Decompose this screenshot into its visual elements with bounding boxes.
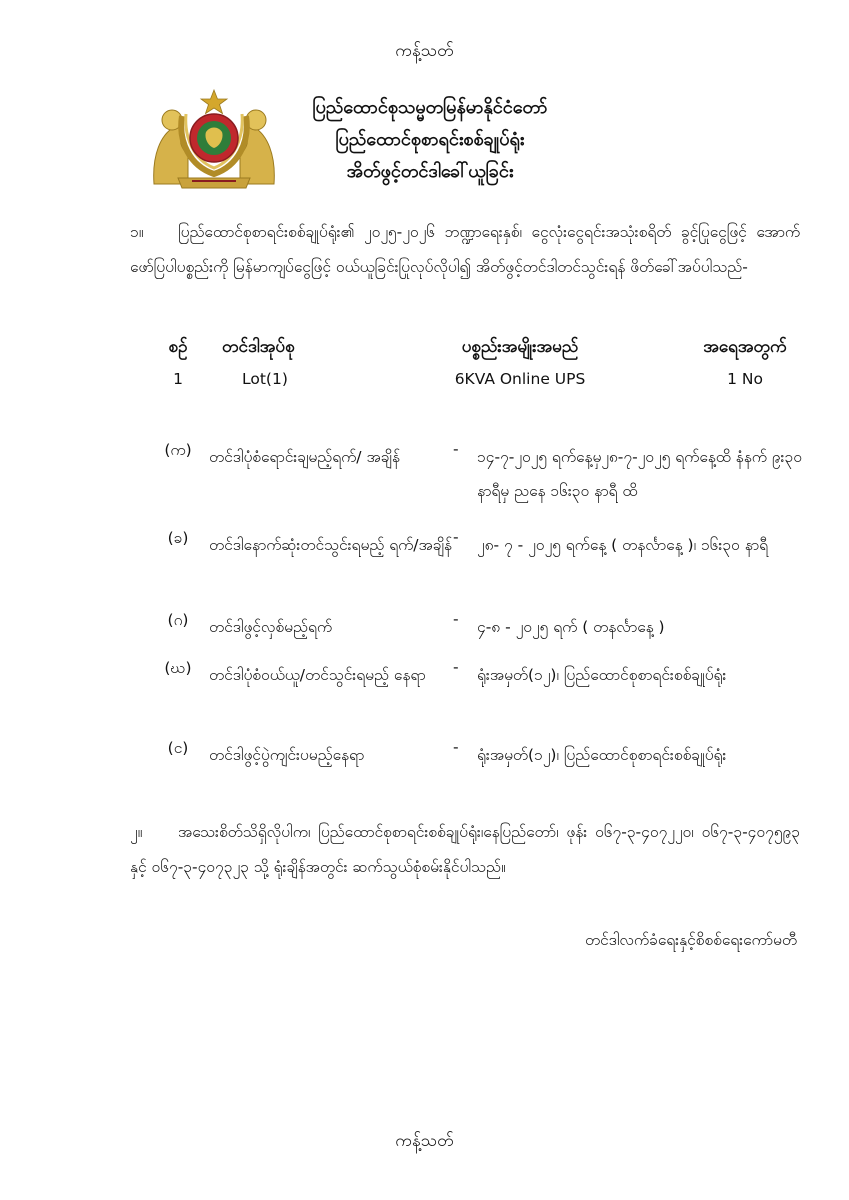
schedule-key: တင်ဒါနောက်ဆုံးတင်သွင်းရမည့် ရက်/အချိန် xyxy=(209,536,452,554)
column-header-lot: တင်ဒါအုပ်စု xyxy=(222,337,295,357)
schedule-value: ၄-၈ - ၂၀၂၅ ရက် ( တနင်္လာနေ့ ) xyxy=(477,618,665,636)
table-row xyxy=(150,370,810,404)
paragraph-text: ပြည်ထောင်စုစာရင်းစစ်ချုပ်ရုံး၏ ၂၀၂၅-၂၀၂၆ ဘဏ္ဍာရေးနှစ်၊ ငွေလုံးငွေရင်းအသုံးစရိတ် ခွင့်ပြုငွေဖြင့် အောက်ဖော်ပြပါပစ္စည်းကို မြန်မာကျပ်ငွေဖြင့် ဝယ်ယူခြင်းပြုလုပ်လိုပါ၍ အိတ်ဖွင့်တင်ဒါတင်သွင်းရန် ဖိတ်ခေါ်အပ်ပါသည်- xyxy=(130,223,800,276)
schedule-label: (ခ) xyxy=(167,529,189,547)
column-header-quantity: အရေအတွက် xyxy=(703,337,787,357)
column-header-serial: စဉ် xyxy=(168,337,188,357)
schedule-dash: - xyxy=(453,528,459,546)
schedule-label: (ဃ) xyxy=(164,659,192,677)
schedule-label: (င) xyxy=(167,739,189,757)
cell-serial: 1 xyxy=(173,370,183,388)
cell-item: 6KVA Online UPS xyxy=(454,370,586,388)
cell-lot: Lot(1) xyxy=(242,370,288,388)
cell-quantity: 1 No xyxy=(727,370,763,388)
paragraph-text: အသေးစိတ်သိရှိလိုပါက၊ ပြည်ထောင်စုစာရင်းစစ်ချုပ်ရုံး၊နေပြည်တော်၊ ဖုန်း ၀၆၇-၃-၄၀၇၂၂၀၊ ၀၆၇-၃-၄၀၇၅၉၃ နှင့် ၀၆၇-၃-၄၀၇၃၂၃ သို့ ရုံးချိန်အတွင်း ဆက်သွယ်စုံစမ်းနိုင်ပါသည်။ xyxy=(130,823,800,876)
schedule-key: တင်ဒါပုံစံဝယ်ယူ/တင်သွင်းရမည့် နေရာ xyxy=(209,666,426,684)
schedule-key: တင်ဒါပုံစံရောင်းချမည့်ရက်/ အချိန် xyxy=(209,448,400,466)
column-header-item: ပစ္စည်းအမျိုးအမည် xyxy=(461,337,579,357)
schedule-value: ရုံးအမှတ်(၁၂)၊ ပြည်ထောင်စုစာရင်းစစ်ချုပ်ရုံး xyxy=(477,746,727,764)
document-header xyxy=(300,92,560,188)
paragraph-number: ၂။ xyxy=(130,823,143,841)
schedule-label: (က) xyxy=(164,441,192,459)
paragraph-1 xyxy=(130,215,800,285)
schedule-value: ရုံးအမှတ်(၁၂)၊ ပြည်ထောင်စုစာရင်းစစ်ချုပ်ရုံး xyxy=(477,666,727,684)
schedule-value: ၁၄-၇-၂၀၂၅ ရက်နေ့မှ၂၈-၇-၂၀၂၅ ရက်နေ့ထိ နံနက် ၉း၃၀ နာရီမှ ညနေ ၁၆း၃၀ နာရီ ထိ xyxy=(477,448,802,500)
schedule-dash: - xyxy=(453,440,459,458)
schedule-dash: - xyxy=(453,658,459,676)
schedule-value: ၂၈- ၇ - ၂၀၂၅ ရက်နေ့ ( တနင်္လာနေ့ )၊ ၁၆း၃၀ နာရီ xyxy=(477,536,768,554)
country-name: ပြည်ထောင်စုသမ္မတမြန်မာနိုင်ငံတော် xyxy=(312,97,548,118)
schedule-key: တင်ဒါဖွင့်ပွဲကျင်းပမည့်နေရာ xyxy=(209,746,365,764)
committee-signoff: တင်ဒါလက်ခံရေးနှင့်စိစစ်ရေးကော်မတီ xyxy=(584,931,797,949)
classification-bottom: ကန့်သတ် xyxy=(395,1131,454,1151)
schedule-key: တင်ဒါဖွင့်လှစ်မည့်ရက် xyxy=(209,618,333,636)
schedule-label: (ဂ) xyxy=(167,611,189,629)
schedule-dash: - xyxy=(453,610,459,628)
items-table xyxy=(150,336,810,404)
state-seal-icon xyxy=(148,86,280,192)
paragraph-2 xyxy=(130,815,800,885)
table-header-row xyxy=(150,336,810,370)
notice-title: အိတ်ဖွင့်တင်ဒါခေါ်ယူခြင်း xyxy=(346,161,514,182)
classification-top: ကန့်သတ် xyxy=(395,41,454,61)
office-name: ပြည်ထောင်စုစာရင်းစစ်ချုပ်ရုံး xyxy=(335,129,525,150)
paragraph-number: ၁။ xyxy=(130,223,144,241)
schedule-dash: - xyxy=(453,738,459,756)
